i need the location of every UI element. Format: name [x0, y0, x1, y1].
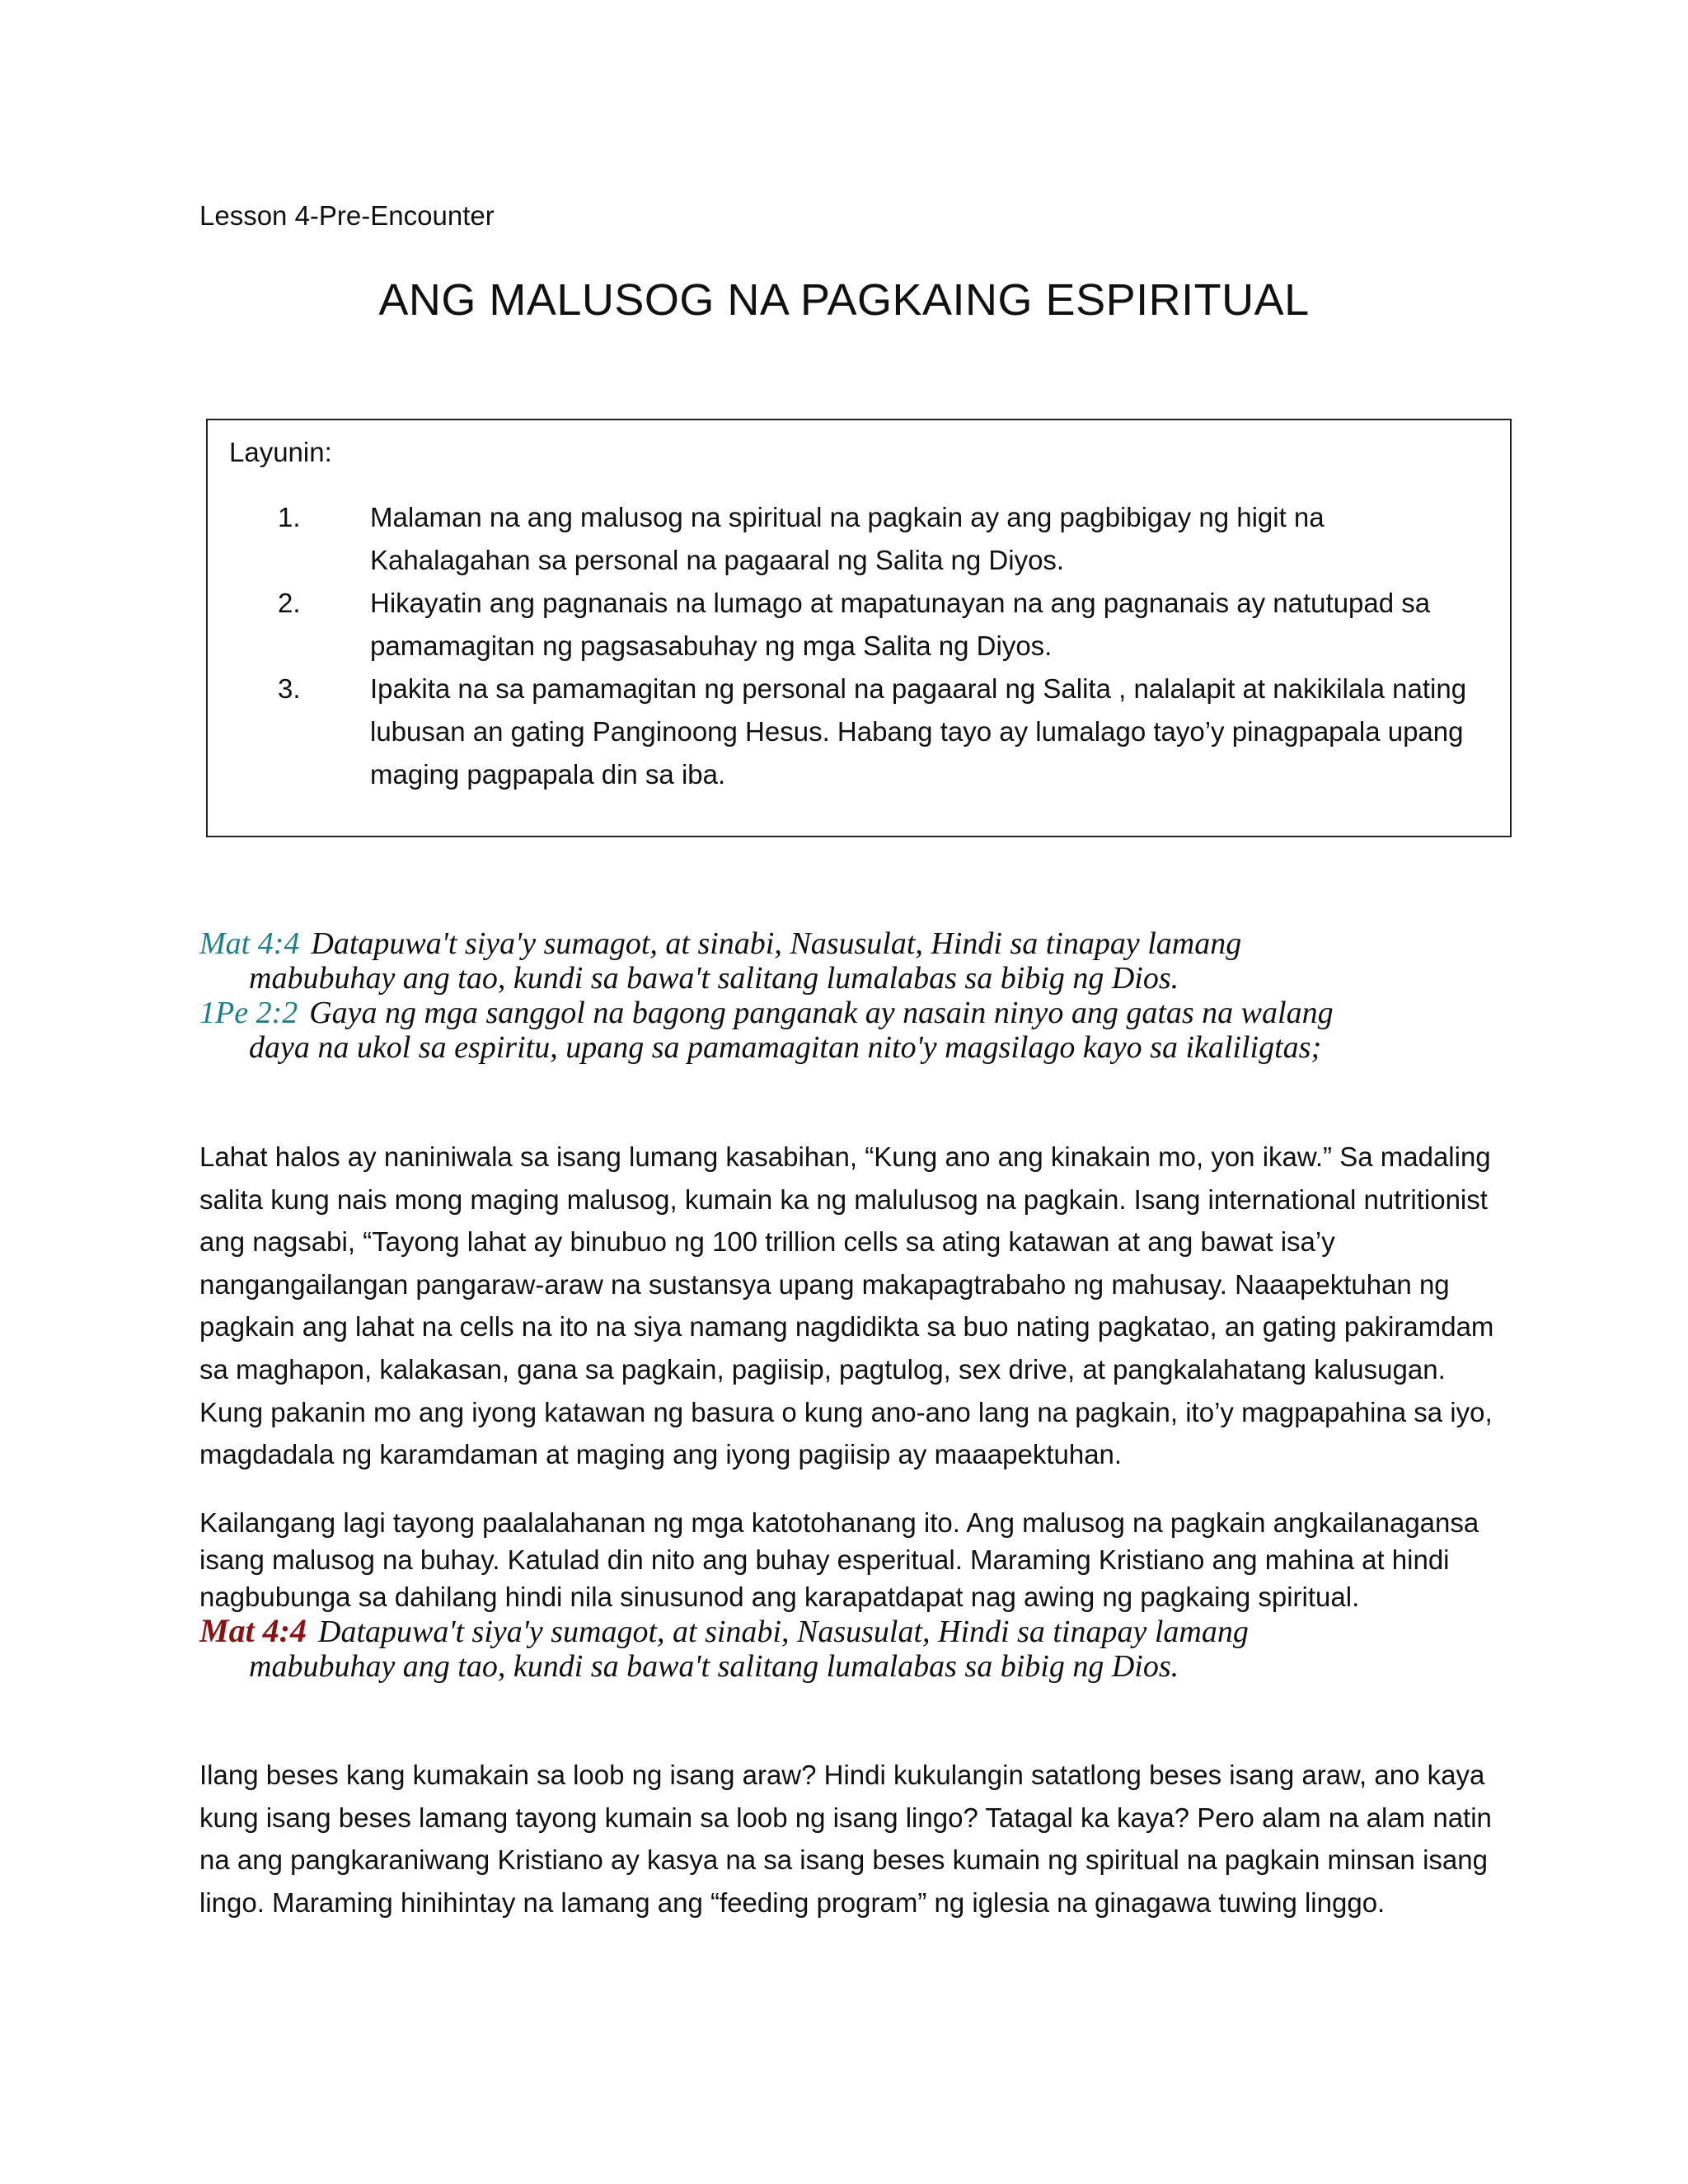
verse-1pe-2-2 — [199, 996, 1518, 1065]
objective-number: 1. — [278, 502, 301, 532]
verse-reference: Mat 4:4 — [199, 926, 300, 961]
verse-line-continued: mabubuhay ang tao, kundi sa bawa't salitang lumalabas sa bibig ng Dios. — [249, 961, 1179, 996]
verse-reference: 1Pe 2:2 — [199, 996, 298, 1030]
objective-text: Hikayatin ang pagnanais na lumago at mapatunayan na ang pagnanais ay natutupad sa pamamagitan ng pagsasabuhay ng mga Salita ng Diyos. — [370, 588, 1431, 661]
objectives-heading: Layunin: — [229, 437, 332, 467]
objective-item — [278, 582, 1489, 668]
body-paragraph: Ilang beses kang kumakain sa loob ng isang araw? Hindi kukulangin satatlong beses isang araw, ano kaya kung isang beses lamang tayong kumain sa loob ng isang lingo? Tatagal ka kaya? Pero alam na alam natin na ang pangkaraniwang Kristiano ay kasya na sa isang beses kumain ng spiritual na pagkain minsan isang lingo. Maraming hinihintay na lamang ang “feeding program” ng iglesia na ginagawa tuwing linggo. — [199, 1760, 1492, 1918]
lesson-label: Lesson 4-Pre-Encounter — [199, 200, 495, 231]
verse-mat-4-4 — [199, 926, 1518, 996]
body-paragraph: Kailangang lagi tayong paalalahanan ng mga katotohanang ito. Ang malusog na pagkain angkailanagansa isang malusog na buhay. Katulad din nito ang buhay esperitual. Maraming Kristiano ang mahina at hindi nagbubunga sa dahilang hindi nila sinusunod ang karapatdapat nag awing ng pagkaing spiritual. — [199, 1507, 1479, 1612]
objective-item — [278, 496, 1489, 582]
verse-line-continued: daya na ukol sa espiritu, upang sa pamamagitan nito'y magsilago kayo sa ikaliligtas; — [249, 1030, 1322, 1065]
objective-list — [278, 496, 1489, 796]
objective-number: 2. — [278, 588, 301, 618]
objectives-box — [206, 419, 1512, 837]
objective-text: Ipakita na sa pamamagitan ng personal na pagaaral ng Salita , nalalapit at nakikilala nating lubusan an gating Panginoong Hesus. Habang tayo ay lumalago tayo’y pinagpapala upang maging pagpapala din sa iba. — [370, 673, 1467, 790]
page-title: ANG MALUSOG NA PAGKAING ESPIRITUAL — [378, 275, 1310, 325]
verse-line: Gaya ng mga sanggol na bagong panganak ay nasain ninyo ang gatas na walang — [309, 996, 1334, 1030]
objective-text: Malaman na ang malusog na spiritual na pagkain ay ang pagbibigay ng higit na Kahalagahan sa personal na pagaaral ng Salita ng Diyos. — [370, 502, 1325, 575]
verse-line: Datapuwa't siya'y sumagot, at sinabi, Nasusulat, Hindi sa tinapay lamang — [311, 926, 1242, 961]
verse-mat-4-4-repeat — [199, 1614, 1518, 1684]
body-paragraph: Lahat halos ay naniniwala sa isang lumang kasabihan, “Kung ano ang kinakain mo, yon ikaw.” Sa madaling salita kung nais mong maging malusog, kumain ka ng malulusog na pagkain. Isang international nutritionist ang nagsabi, “Tayong lahat ay binubuo ng 100 trillion cells sa ating katawan at ang bawat isa’y nangangailangan pangaraw-araw na sustansya upang makapagtrabaho ng mahusay. Naaapektuhan ng pagkain ang lahat na cells na ito na siya namang nagdidikta sa buo nating pagkatao, an gating pakiramdam sa maghapon, kalakasan, gana sa pagkain, pagiisip, pagtulog, sex drive, at pangkalahatang kalusugan. Kung pakanin mo ang iyong katawan ng basura o kung ano-ano lang na pagkain, ito’y magpapahina sa iyo, magdadala ng karamdaman at maging ang iyong pagiisip ay maaapektuhan. — [199, 1141, 1494, 1470]
verse-line-continued: mabubuhay ang tao, kundi sa bawa't salitang lumalabas sa bibig ng Dios. — [249, 1649, 1179, 1684]
objective-number: 3. — [278, 673, 301, 704]
verse-line: Datapuwa't siya'y sumagot, at sinabi, Nasusulat, Hindi sa tinapay lamang — [318, 1615, 1249, 1649]
objective-item — [278, 668, 1489, 796]
verse-reference: Mat 4:4 — [199, 1612, 307, 1649]
